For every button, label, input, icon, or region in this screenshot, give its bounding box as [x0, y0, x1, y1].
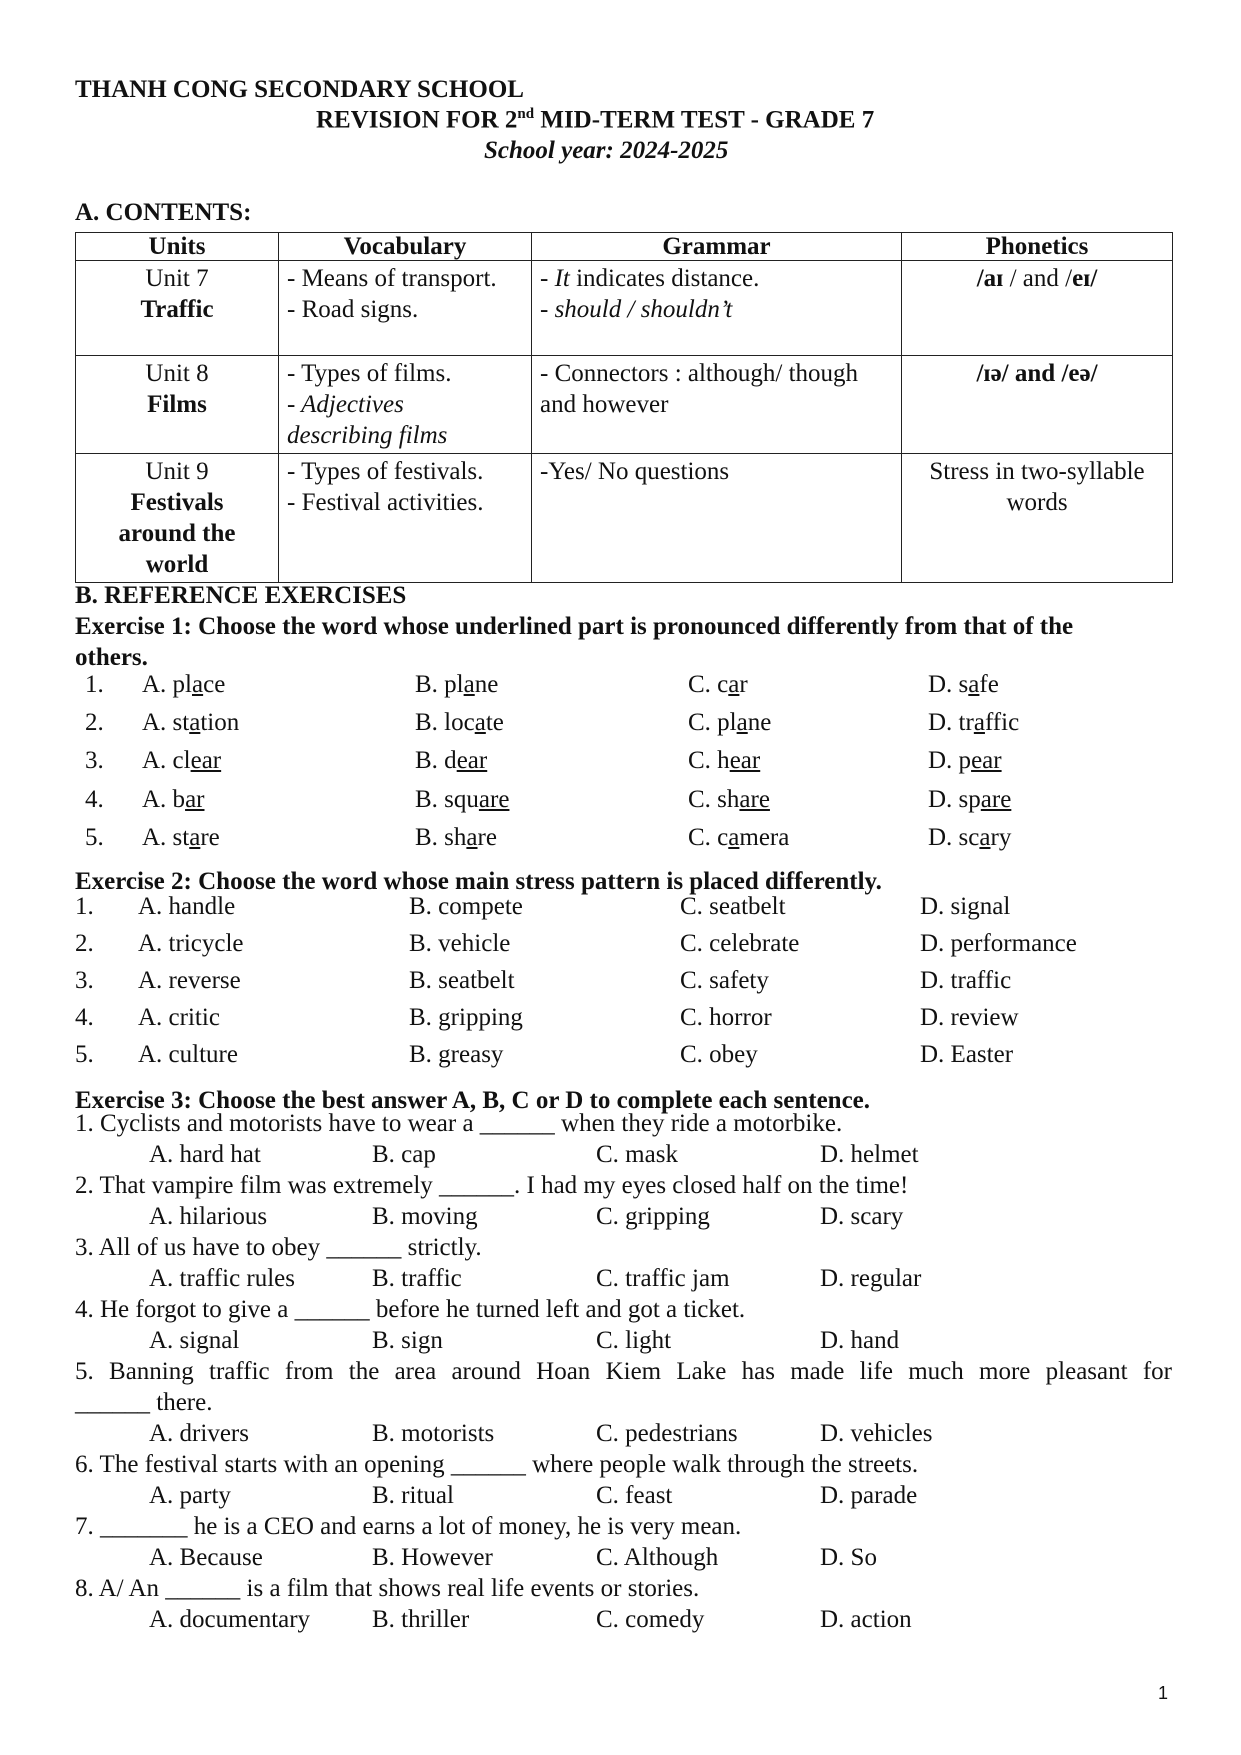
option-text: mera [739, 824, 790, 851]
question-text: 7. _______ he is a CEO and earns a lot of money, he is very mean. [75, 1513, 742, 1540]
unit-name: Festivals [130, 489, 224, 516]
grammar-cell [532, 261, 902, 356]
option-b: B. vehicle [409, 930, 511, 957]
vocab-line: - Road signs. [287, 296, 419, 323]
option-text: B. squ [415, 786, 479, 813]
grammar-cell [532, 356, 902, 454]
title-text: REVISION FOR 2 [316, 106, 518, 134]
option-text: B. pl [415, 671, 464, 698]
item-number: 4. [75, 1004, 94, 1031]
unit-cell [76, 356, 279, 454]
option-d: D. performance [920, 930, 1077, 957]
underlined-part: a [973, 709, 985, 736]
option-d: D. parade [820, 1482, 918, 1509]
grammar-line [540, 263, 893, 294]
option-d: D. helmet [820, 1141, 919, 1168]
exercise3-title: Exercise 3: Choose the best answer A, B, C or D to complete each sentence. [75, 1087, 871, 1114]
option-a: A. hard hat [149, 1141, 261, 1168]
item-number: 2. [75, 930, 94, 957]
underlined-part: ar [185, 786, 205, 813]
option-d: D. regular [820, 1265, 922, 1292]
vocabulary-cell [279, 261, 532, 356]
underlined-part: ear [456, 747, 488, 774]
question-text: 4. He forgot to give a ______ before he turned left and got a ticket. [75, 1296, 746, 1323]
question-text-cont: ______ there. [75, 1389, 213, 1416]
underlined-part: a [189, 709, 201, 736]
phonetic-text: Stress in two-syllable [929, 458, 1145, 485]
question-text: 5. Banning traffic from the area around Hoan Kiem Lake has made life much more pleasant for [75, 1358, 1172, 1385]
option-text: A. b [142, 786, 186, 813]
option-c: C. seatbelt [680, 893, 786, 920]
underlined-part: a [189, 824, 201, 851]
option-text: C. h [688, 747, 730, 774]
underlined-part: ear [729, 747, 761, 774]
option-b: B. cap [372, 1141, 436, 1168]
item-number: 5. [85, 824, 104, 851]
option-a: A. party [149, 1482, 231, 1509]
option-c: C. mask [596, 1141, 678, 1168]
option-c [688, 824, 789, 852]
underlined-part: a [728, 824, 740, 851]
contents-header-row [76, 233, 1173, 261]
option-text: A. st [142, 709, 190, 736]
underlined-part: are [739, 786, 770, 813]
option-text: ce [203, 671, 226, 698]
option-c: C. safety [680, 967, 769, 994]
option-b: B. motorists [372, 1420, 495, 1447]
page-number: 1 [1158, 1683, 1169, 1703]
option-a: A. traffic rules [149, 1265, 296, 1292]
phonetic-text: / and / [1003, 265, 1073, 292]
item-number: 2. [85, 709, 104, 736]
option-d: D. Easter [920, 1041, 1014, 1068]
option-a [142, 709, 239, 737]
grammar-line: and however [540, 391, 669, 418]
option-a: A. signal [149, 1327, 240, 1354]
option-b: B. seatbelt [409, 967, 515, 994]
option-d: D. So [820, 1544, 877, 1571]
exercise1-item [0, 824, 1241, 860]
column-header: Units [76, 233, 279, 261]
option-c [688, 747, 760, 775]
question-text: 3. All of us have to obey ______ strictly. [75, 1234, 482, 1261]
grammar-italic: It [554, 265, 570, 292]
item-number: 5. [75, 1041, 94, 1068]
underlined-part: a [466, 824, 478, 851]
option-c [688, 709, 771, 737]
underlined-part: a [979, 824, 991, 851]
underlined-part: a [736, 709, 748, 736]
grammar-text: indicates distance. [569, 265, 760, 292]
unit-cell [76, 454, 279, 583]
column-header: Phonetics [902, 233, 1173, 261]
grammar-line: - Connectors : although/ though [540, 360, 859, 387]
option-text: A. st [142, 824, 190, 851]
option-a: A. critic [138, 1004, 220, 1031]
exercise1-item [0, 747, 1241, 783]
exercise1-item [0, 786, 1241, 822]
option-text: tion [200, 709, 240, 736]
option-d: D. review [920, 1004, 1019, 1031]
option-a: A. drivers [149, 1420, 249, 1447]
option-c: C. light [596, 1327, 672, 1354]
grammar-cell [532, 454, 902, 583]
option-text: B. loc [415, 709, 475, 736]
option-b [415, 747, 487, 775]
option-text: C. c [688, 824, 729, 851]
grammar-text: - [540, 265, 555, 292]
unit-name: world [145, 551, 209, 578]
exercise1-title: Exercise 1: Choose the word whose underlined part is pronounced differently from that of the [75, 613, 1074, 640]
answer-options [0, 1606, 1241, 1642]
option-d: D. action [820, 1606, 912, 1633]
underlined-part: a [474, 709, 486, 736]
exercise2-item [0, 967, 1241, 1003]
school-year: School year: 2024-2025 [484, 137, 729, 164]
option-a: A. tricycle [138, 930, 244, 957]
phonetics-cell [902, 261, 1173, 356]
option-c: C. feast [596, 1482, 673, 1509]
section-a-heading: A. CONTENTS: [75, 199, 252, 226]
question-text: 1. Cyclists and motorists have to wear a ______ when they ride a motorbike. [75, 1110, 843, 1137]
option-d: D. traffic [920, 967, 1012, 994]
option-d: D. hand [820, 1327, 900, 1354]
option-text: re [200, 824, 220, 851]
question-text: 8. A/ An ______ is a film that shows real life events or stories. [75, 1575, 700, 1602]
exercise2-item [0, 930, 1241, 966]
option-d: D. scary [820, 1203, 904, 1230]
option-d [928, 709, 1019, 737]
contents-table [75, 232, 1173, 583]
option-a: A. reverse [138, 967, 241, 994]
option-text: ffic [984, 709, 1020, 736]
option-a: A. documentary [149, 1606, 311, 1633]
vocabulary-cell [279, 454, 532, 583]
option-c: C. gripping [596, 1203, 710, 1230]
underlined-part: ear [190, 747, 222, 774]
option-a: A. culture [138, 1041, 238, 1068]
item-number: 1. [75, 893, 94, 920]
option-text: fe [979, 671, 999, 698]
underlined-part: a [968, 671, 980, 698]
option-b [415, 786, 509, 814]
exercise2-item [0, 893, 1241, 929]
option-text: re [477, 824, 497, 851]
column-header: Vocabulary [279, 233, 532, 261]
option-b [415, 709, 504, 737]
option-text: D. p [928, 747, 972, 774]
option-text: A. pl [142, 671, 192, 698]
option-text: A. cl [142, 747, 191, 774]
option-d: D. vehicles [820, 1420, 933, 1447]
section-b-heading: B. REFERENCE EXERCISES [75, 582, 407, 609]
option-text: C. sh [688, 786, 740, 813]
option-b: B. greasy [409, 1041, 504, 1068]
option-a: A. hilarious [149, 1203, 268, 1230]
option-text: B. sh [415, 824, 467, 851]
option-text: ry [990, 824, 1012, 851]
item-number: 4. [85, 786, 104, 813]
school-name: THANH CONG SECONDARY SCHOOL [75, 76, 524, 103]
option-a [142, 747, 221, 775]
option-a: A. Because [149, 1544, 263, 1571]
unit-name: Traffic [140, 296, 214, 323]
item-number: 3. [85, 747, 104, 774]
vocab-line: - Festival activities. [287, 489, 484, 516]
title-text-rest: MID-TERM TEST - GRADE 7 [534, 106, 875, 134]
vocabulary-cell [279, 356, 532, 454]
option-text: C. pl [688, 709, 737, 736]
option-a: A. handle [138, 893, 236, 920]
exercise2-item [0, 1004, 1241, 1040]
option-d [928, 786, 1011, 814]
question-text: 6. The festival starts with an opening ______ where people walk through the streets. [75, 1451, 919, 1478]
option-text: D. s [928, 671, 969, 698]
underlined-part: a [728, 671, 740, 698]
option-c [688, 671, 748, 699]
unit-number: Unit 8 [145, 360, 209, 387]
option-d: D. signal [920, 893, 1011, 920]
vocab-line: describing films [287, 422, 448, 449]
grammar-line: -Yes/ No questions [540, 458, 730, 485]
option-c: C. Although [596, 1544, 719, 1571]
phonetics-cell [902, 454, 1173, 583]
unit-cell [76, 261, 279, 356]
vocab-line: - Means of transport. [287, 265, 497, 292]
underlined-part: are [478, 786, 510, 813]
unit-name: around the [118, 520, 236, 547]
option-text: D. sp [928, 786, 981, 813]
exercise1-title-cont: others. [75, 644, 148, 671]
option-d [928, 747, 1002, 775]
option-b: B. However [372, 1544, 493, 1571]
item-number: 3. [75, 967, 94, 994]
option-b: B. sign [372, 1327, 443, 1354]
option-text: te [485, 709, 504, 736]
phonetics-cell: /ɪə/ and /eə/ [902, 356, 1173, 454]
unit-number: Unit 9 [145, 458, 209, 485]
option-text: ne [747, 709, 772, 736]
option-text: D. sc [928, 824, 980, 851]
question-text: 2. That vampire film was extremely ______. I had my eyes closed half on the time! [75, 1172, 909, 1199]
option-b: B. thriller [372, 1606, 470, 1633]
table-row [76, 454, 1173, 583]
vocab-line: - Types of films. [287, 360, 452, 387]
option-text: B. d [415, 747, 457, 774]
option-text: C. c [688, 671, 729, 698]
grammar-line: - should / shouldn’t [540, 296, 733, 323]
option-d [928, 824, 1011, 852]
column-header: Grammar [532, 233, 902, 261]
item-number: 1. [85, 671, 104, 698]
option-b: B. gripping [409, 1004, 523, 1031]
option-a [142, 671, 225, 699]
option-c: C. comedy [596, 1606, 705, 1633]
exercise2-item [0, 1041, 1241, 1077]
document-title [316, 106, 874, 134]
unit-number: Unit 7 [145, 265, 209, 292]
table-row [76, 261, 1173, 356]
option-b: B. moving [372, 1203, 478, 1230]
option-text: r [739, 671, 748, 698]
underlined-part: are [980, 786, 1012, 813]
unit-name: Films [147, 391, 207, 418]
table-row [76, 356, 1173, 454]
option-c [688, 786, 770, 814]
title-superscript: nd [517, 106, 535, 122]
option-b [415, 824, 497, 852]
option-b: B. ritual [372, 1482, 454, 1509]
underlined-part: a [192, 671, 204, 698]
exercise1-item [0, 709, 1241, 745]
vocab-line: - Types of festivals. [287, 458, 484, 485]
vocab-line: - Adjectives [287, 391, 404, 418]
option-b [415, 671, 498, 699]
underlined-part: ear [971, 747, 1002, 774]
exercise1-item [0, 671, 1241, 707]
exercise2-title: Exercise 2: Choose the word whose main stress pattern is placed differently. [75, 868, 882, 895]
option-d [928, 671, 999, 699]
option-c: C. horror [680, 1004, 772, 1031]
option-b: B. compete [409, 893, 523, 920]
option-c: C. celebrate [680, 930, 800, 957]
option-c: C. traffic jam [596, 1265, 730, 1292]
option-a [142, 824, 220, 852]
option-b: B. traffic [372, 1265, 462, 1292]
option-a [142, 786, 204, 814]
phonetic-text: words [1006, 489, 1068, 516]
phonetic-symbol: /aɪ [976, 265, 1004, 292]
underlined-part: a [463, 671, 475, 698]
option-c: C. pedestrians [596, 1420, 738, 1447]
option-text: ne [474, 671, 499, 698]
option-text: D. tr [928, 709, 974, 736]
phonetic-symbol: eɪ/ [1072, 265, 1098, 292]
option-c: C. obey [680, 1041, 758, 1068]
